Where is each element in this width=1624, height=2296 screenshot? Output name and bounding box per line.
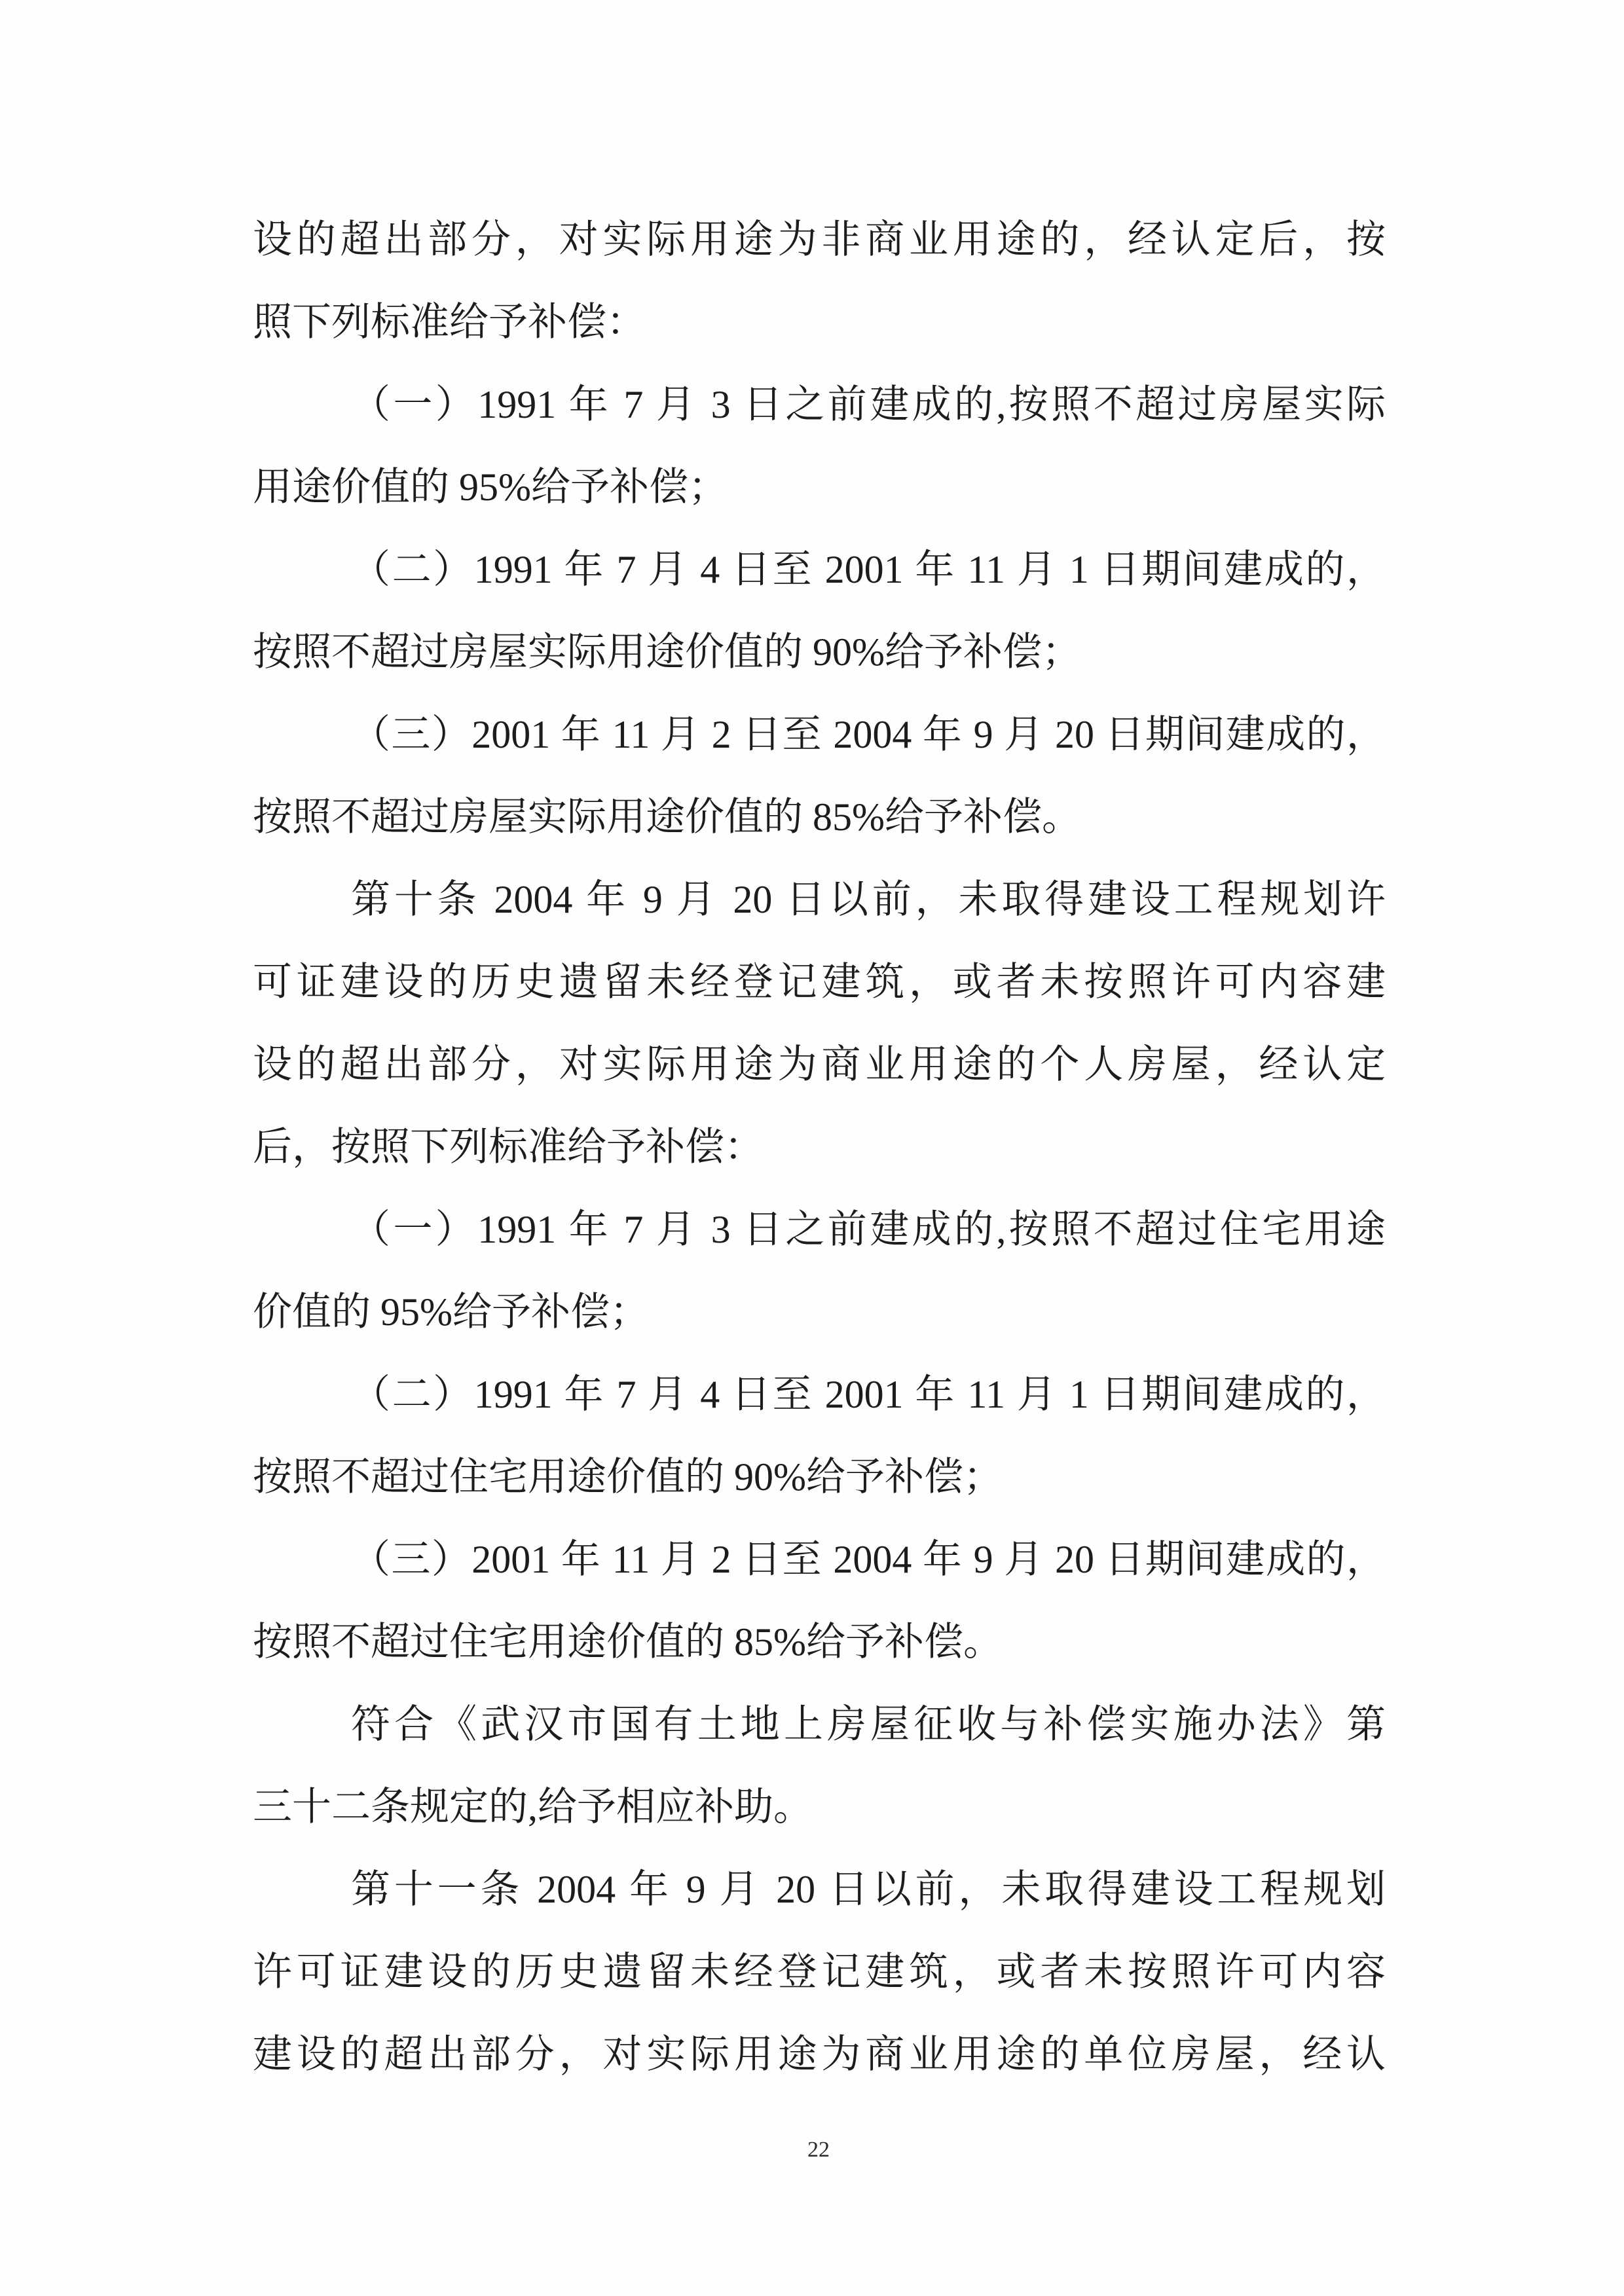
text-line: （一）1991 年 7 月 3 日之前建成的,按照不超过住宅用途: [351, 1208, 1386, 1251]
text-line: （三）2001 年 11 月 2 日至 2004 年 9 月 20 日期间建成的，: [351, 1538, 1386, 1581]
text-line: 照下列标准给予补偿：: [253, 301, 646, 344]
text-line: （三）2001 年 11 月 2 日至 2004 年 9 月 20 日期间建成的，: [351, 713, 1386, 756]
text-line: 按照不超过住宅用途价值的 90%给予补偿；: [253, 1455, 1003, 1499]
text-line: 按照不超过房屋实际用途价值的 85%给予补偿。: [253, 795, 1081, 839]
text-line: 设的超出部分，对实际用途为商业用途的个人房屋，经认定: [253, 1043, 1386, 1086]
text-line: 许可证建设的历史遗留未经登记建筑，或者未按照许可内容: [253, 1950, 1386, 1994]
page-number: 22: [807, 2138, 830, 2162]
article-heading-line: 第十一条 2004 年 9 月 20 日以前，未取得建设工程规划: [351, 1868, 1386, 1911]
text-line: 按照不超过房屋实际用途价值的 90%给予补偿；: [253, 630, 1081, 674]
text-line: 设的超出部分，对实际用途为非商业用途的，经认定后，按: [253, 218, 1386, 261]
text-line: （一）1991 年 7 月 3 日之前建成的,按照不超过房屋实际: [351, 383, 1386, 426]
text-line: （二）1991 年 7 月 4 日至 2001 年 11 月 1 日期间建成的，: [351, 1373, 1386, 1416]
text-line: 价值的 95%给予补偿；: [253, 1290, 649, 1334]
text-line: 建设的超出部分，对实际用途为商业用途的单位房屋，经认: [253, 2033, 1386, 2076]
text-line: 三十二条规定的,给予相应补助。: [253, 1785, 813, 1829]
article-heading-line: 第十条 2004 年 9 月 20 日以前，未取得建设工程规划许: [351, 878, 1386, 921]
text-line: 可证建设的历史遗留未经登记建筑，或者未按照许可内容建: [253, 960, 1386, 1004]
text-line: 用途价值的 95%给予补偿；: [253, 465, 728, 509]
document-body: [253, 198, 1386, 2096]
text-line: 后，按照下列标准给予补偿：: [253, 1125, 764, 1169]
text-line: （二）1991 年 7 月 4 日至 2001 年 11 月 1 日期间建成的，: [351, 548, 1386, 591]
text-line: 符合《武汉市国有土地上房屋征收与补偿实施办法》第: [351, 1703, 1386, 1746]
text-line: 按照不超过住宅用途价值的 85%给予补偿。: [253, 1620, 1003, 1664]
